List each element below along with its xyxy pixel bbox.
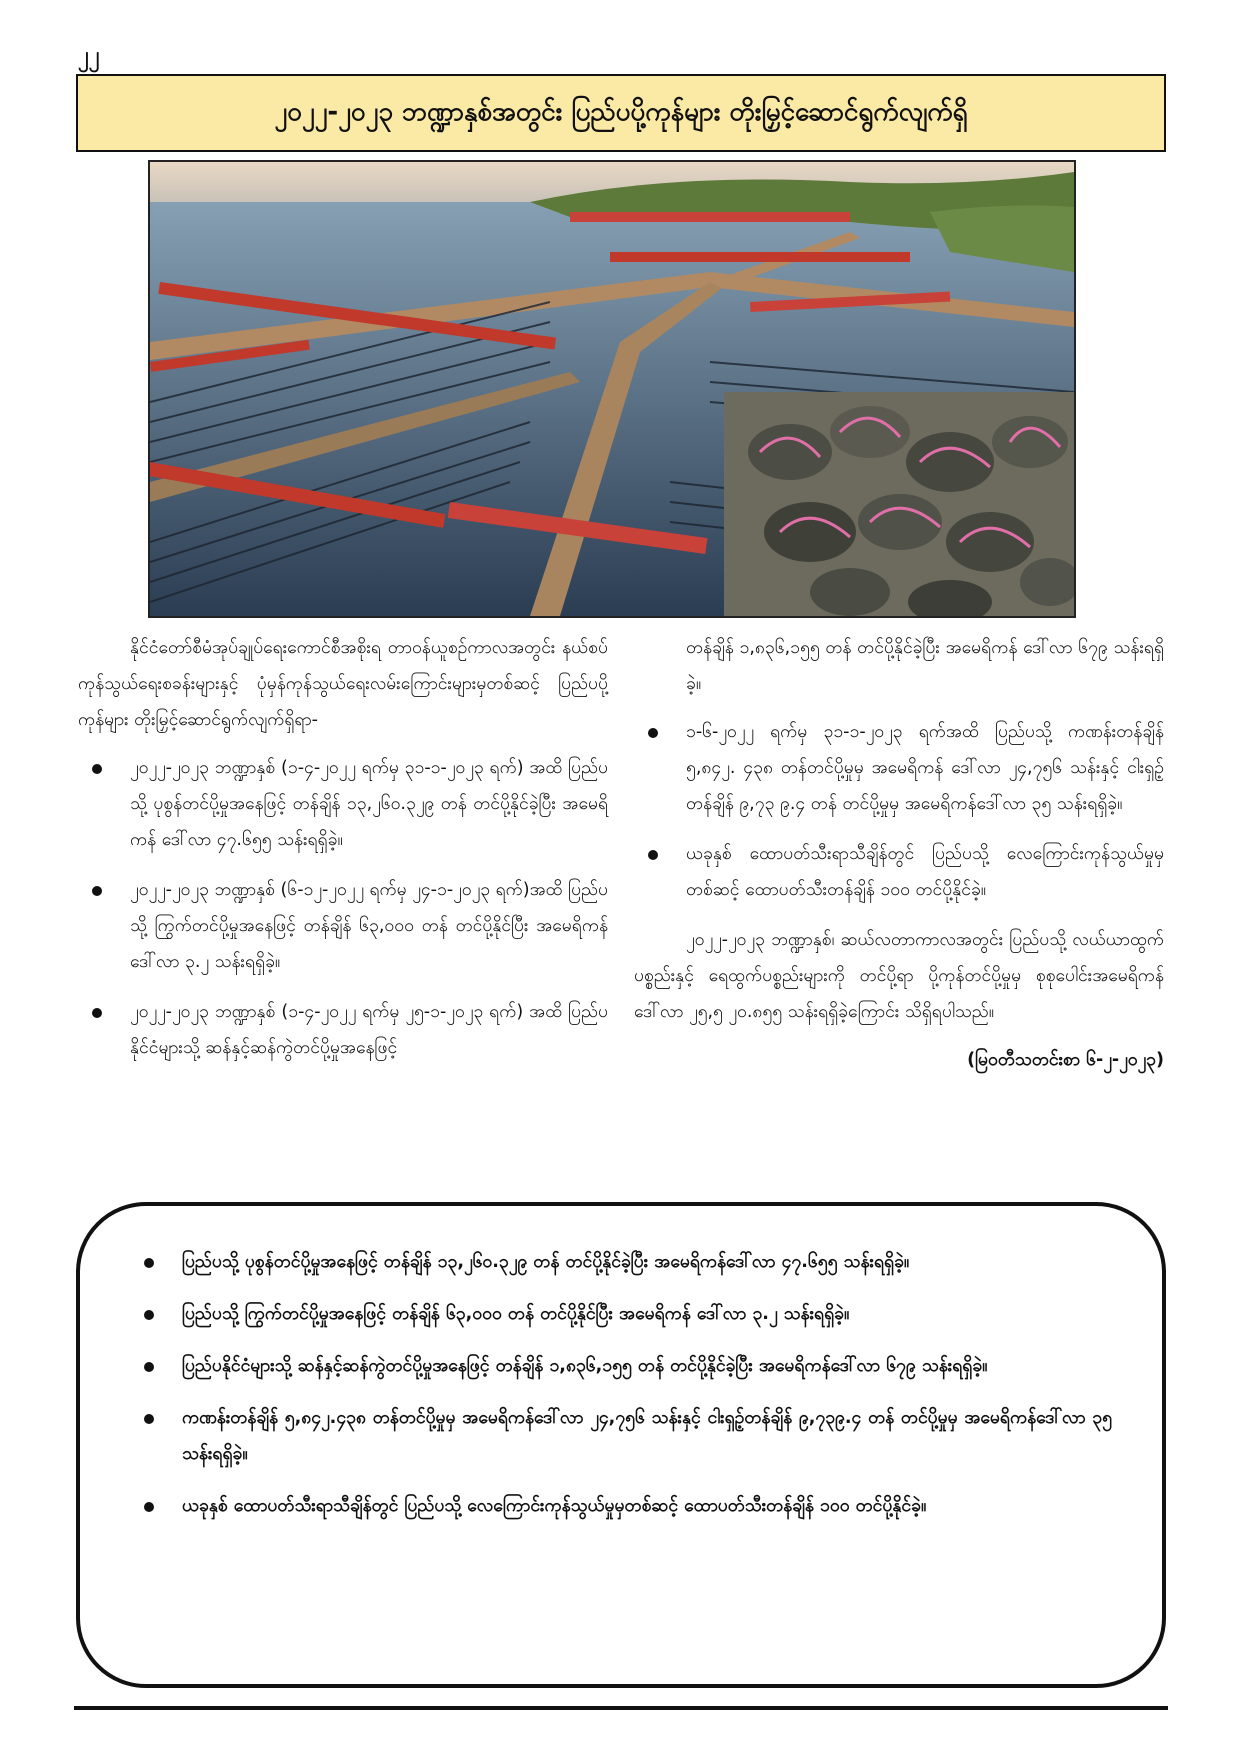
mud-crabs-image <box>724 392 1074 616</box>
bullet-icon <box>92 886 102 896</box>
bullet-icon <box>648 850 658 860</box>
bullet-icon <box>648 728 658 738</box>
aerial-crab-farm-image <box>150 162 1074 616</box>
article-photo <box>148 160 1076 618</box>
list-item: ၁-၆-၂၀၂၂ ရက်မှ ၃၁-၁-၂၀၂၃ ရက်အထိ ပြည်ပသို့ ကဏန်းတန်ချိန် ၅,၈၄၂. ၄၃၈ တန်တင်ပို့မှုမှ အမေရိကန် ဒေါ်လာ ၂၄,၇၅၆ သန်းနှင့် ငါးရှဉ့်တန်ချိန် ၉,၇၃ ၉.၄ တန် တင်ပို့မှုမှ အမေရိကန်ဒေါ်လာ ၃၅ သန်းရရှိခဲ့။ <box>634 714 1164 822</box>
summary-item: ယခုနှစ် ထောပတ်သီးရာသီချိန်တွင် ပြည်ပသို့ လေကြောင်းကုန်သွယ်မှုမှတစ်ဆင့် ထောပတ်သီးတန်ချိန် ၁၀၀ တင်ပို့နိုင်ခဲ့။ <box>130 1488 1112 1524</box>
article-source: (မြဝတီသတင်းစာ ၆-၂-၂၀၂၃) <box>967 1050 1164 1070</box>
summary-box <box>76 1202 1166 1688</box>
summary-item: ကဏန်းတန်ချိန် ၅,၈၄၂.၄၃၈ တန်တင်ပို့မှုမှ အမေရိကန်ဒေါ်လာ ၂၄,၇၅၆ သန်းနှင့် ငါးရှဉ့်တန်ချိန် ၉,၇၃၉.၄ တန် တင်ပို့မှုမှ အမေရိကန်ဒေါ်လာ ၃၅ သန်းရရှိခဲ့။ <box>130 1400 1112 1472</box>
list-item: ၂၀၂၂-၂၀၂၃ ဘဏ္ဍာနှစ် (၆-၁၂-၂၀၂၂ ရက်မှ ၂၄-၁-၂၀၂၃ ရက်)အထိ ပြည်ပသို့ ကြွက်တင်ပို့မှုအနေဖြင့် တန်ချိန် ၆၃,၀၀၀ တန် တင်ပို့နိုင်ပြီး အမေရိကန်ဒေါ်လာ ၃.၂ သန်းရရှိခဲ့။ <box>78 872 608 980</box>
bullet-icon <box>144 1362 154 1372</box>
summary-item: ပြည်ပသို့ ကြွက်တင်ပို့မှုအနေဖြင့် တန်ချိန် ၆၃,၀၀၀ တန် တင်ပို့နိုင်ပြီး အမေရိကန် ဒေါ်လာ ၃.၂ သန်းရရှိခဲ့။ <box>130 1296 1112 1332</box>
bullet-continuation: တန်ချိန် ၁,၈၃၆,၁၅၅ တန် တင်ပို့နိုင်ခဲ့ပြီး အမေရိကန် ဒေါ်လာ ၆၇၉ သန်းရရှိခဲ့။ <box>686 638 1164 694</box>
article-intro: နိုင်ငံတော်စီမံအုပ်ချုပ်ရေးကောင်စီအစိုးရ တာဝန်ယူစဉ်ကာလအတွင်း နယ်စပ်ကုန်သွယ်ရေးစခန်းများနှင့် ပုံမှန်ကုန်သွယ်ရေးလမ်းကြောင်းများမှတစ်ဆင့် ပြည်ပပို့ကုန်များ တိုးမြှင့်ဆောင်ရွက်လျက်ရှိရာ- <box>78 638 608 730</box>
bullet-icon <box>144 1502 154 1512</box>
bottom-divider <box>74 1706 1168 1710</box>
page-number: ၂၂ <box>78 43 100 68</box>
page-title: ၂၀၂၂-၂၀၂၃ ဘဏ္ဍာနှစ်အတွင်း ပြည်ပပို့ကုန်များ တိုးမြှင့်ဆောင်ရွက်လျက်ရှိ <box>76 74 1166 152</box>
bullet-icon <box>144 1310 154 1320</box>
bullet-icon <box>92 764 102 774</box>
summary-item: ပြည်ပသို့ ပုစွန်တင်ပို့မှုအနေဖြင့် တန်ချိန် ၁၃,၂၆၀.၃၂၉ တန် တင်ပို့နိုင်ခဲ့ပြီး အမေရိကန်ဒေါ်လာ ၄၇.၆၅၅ သန်းရရှိခဲ့။ <box>130 1244 1112 1280</box>
list-item: ၂၀၂၂-၂၀၂၃ ဘဏ္ဍာနှစ် (၁-၄-၂၀၂၂ ရက်မှ ၂၅-၁-၂၀၂၃ ရက်) အထိ ပြည်ပနိုင်ငံများသို့ ဆန်နှင့်ဆန်ကွဲတင်ပို့မှုအနေဖြင့် <box>78 994 608 1066</box>
article-left-column <box>78 630 608 1080</box>
bullet-icon <box>92 1008 102 1018</box>
article-right-column <box>634 630 1164 1078</box>
list-item: ၂၀၂၂-၂၀၂၃ ဘဏ္ဍာနှစ် (၁-၄-၂၀၂၂ ရက်မှ ၃၁-၁-၂၀၂၃ ရက်) အထိ ပြည်ပသို့ ပုစွန်တင်ပို့မှုအနေဖြင့် တန်ချိန် ၁၃,၂၆၀.၃၂၉ တန် တင်ပို့နိုင်ခဲ့ပြီး အမေရိကန် ဒေါ်လာ ၄၇.၆၅၅ သန်းရရှိခဲ့။ <box>78 750 608 858</box>
bullet-icon <box>144 1258 154 1268</box>
summary-item: ပြည်ပနိုင်ငံများသို့ ဆန်နှင့်ဆန်ကွဲတင်ပို့မှုအနေဖြင့် တန်ချိန် ၁,၈၃၆,၁၅၅ တန် တင်ပို့နိုင်ခဲ့ပြီး အမေရိကန်ဒေါ်လာ ၆၇၉ သန်းရရှိခဲ့။ <box>130 1348 1112 1384</box>
bullet-icon <box>144 1414 154 1424</box>
article-closing: ၂၀၂၂-၂၀၂၃ ဘဏ္ဍာနှစ်၊ ဆယ်လတာကာလအတွင်း ပြည်ပသို့ လယ်ယာထွက်ပစ္စည်းနှင့် ရေထွက်ပစ္စည်းများကို တင်ပို့ရာ ပို့ကုန်တင်ပို့မှုမှ စုစုပေါင်းအမေရိကန်ဒေါ်လာ ၂၅,၅ ၂၀.၈၅၅ သန်းရရှိခဲ့ကြောင်း သိရှိရပါသည်။ <box>634 930 1164 1022</box>
list-item: ယခုနှစ် ထောပတ်သီးရာသီချိန်တွင် ပြည်ပသို့ လေကြောင်းကုန်သွယ်မှုမှတစ်ဆင့် ထောပတ်သီးတန်ချိန် ၁၀၀ တင်ပို့နိုင်ခဲ့။ <box>634 836 1164 908</box>
